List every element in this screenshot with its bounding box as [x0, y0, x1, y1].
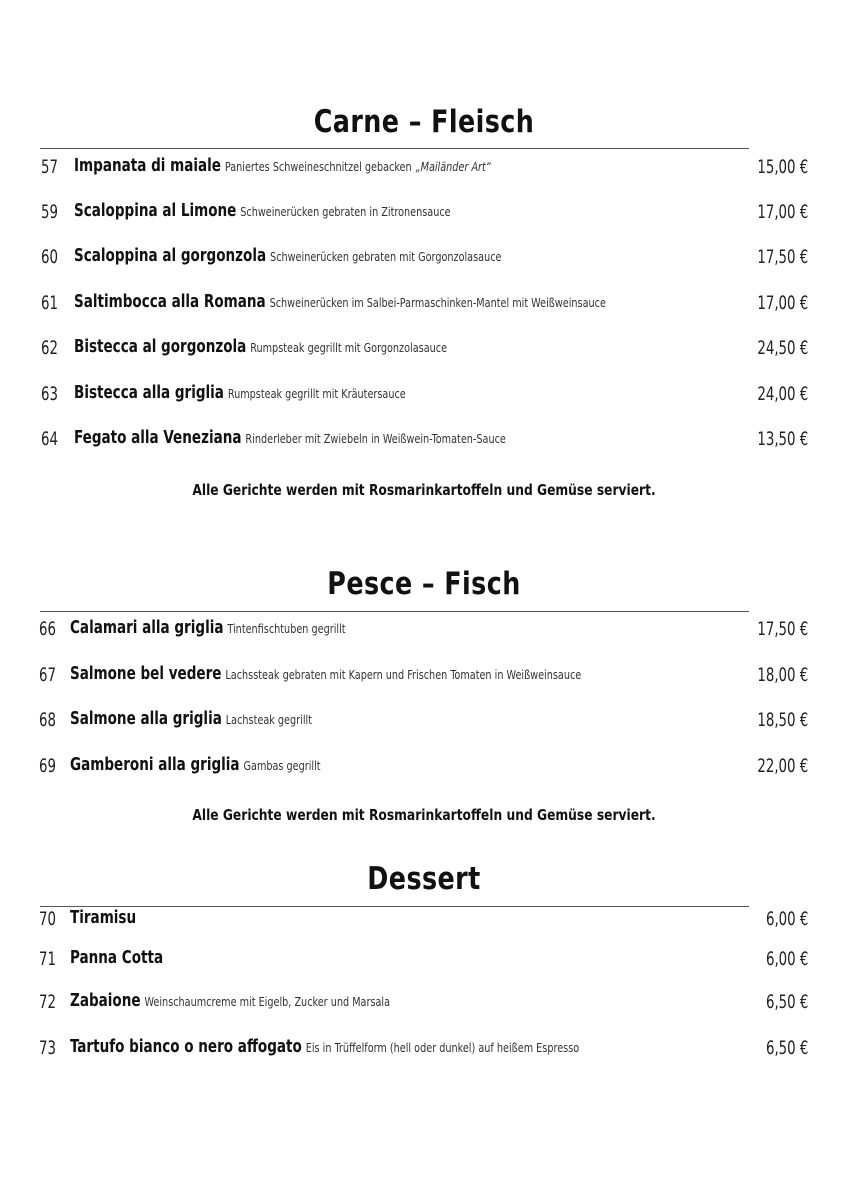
item-number: 72 — [39, 991, 56, 1013]
menu-item — [0, 337, 848, 361]
item-price: 6,00 € — [765, 948, 808, 970]
item-name: Panna Cotta — [70, 948, 164, 968]
menu-item — [0, 156, 848, 180]
item-name: Bistecca al gorgonzola — [74, 337, 247, 357]
item-description: Lachssteak gebraten mit Kapern und Frischen Tomaten in Weißweinsauce — [225, 667, 582, 682]
item-description: Schweinerücken gebraten mit Gorgonzolasauce — [270, 249, 502, 264]
menu-item — [0, 201, 848, 225]
item-price: 24,50 € — [757, 337, 808, 359]
item-name: Gamberoni alla griglia — [70, 755, 240, 775]
item-number: 63 — [41, 383, 58, 405]
section-title-carne: Carne – Fleisch — [313, 104, 535, 140]
item-number: 71 — [39, 948, 56, 970]
section-note: Alle Gerichte werden mit Rosmarinkartoffeln und Gemüse serviert. — [192, 481, 656, 499]
item-description: Paniertes Schweineschnitzel gebacken — [224, 159, 412, 174]
item-number: 68 — [39, 709, 56, 731]
item-name: Scaloppina al Limone — [74, 201, 237, 221]
item-name: Tartufo bianco o nero affogato — [70, 1037, 302, 1057]
menu-item — [0, 991, 848, 1015]
menu-item — [0, 618, 848, 642]
section-divider — [40, 611, 749, 612]
item-number: 62 — [41, 337, 58, 359]
item-description: Schweinerücken gebraten in Zitronensauce — [240, 204, 451, 219]
menu-item — [0, 1037, 848, 1061]
section-divider — [40, 906, 749, 907]
menu-item — [0, 246, 848, 270]
item-number: 61 — [41, 292, 58, 314]
item-name: Salmone bel vedere — [70, 664, 222, 684]
item-name: Bistecca alla griglia — [74, 383, 224, 403]
item-price: 17,00 € — [757, 292, 808, 314]
item-description-italic: „Mailänder Art“ — [415, 159, 491, 174]
item-number: 66 — [39, 618, 56, 640]
item-price: 15,00 € — [757, 156, 808, 178]
menu-item — [0, 709, 848, 733]
item-price: 6,50 € — [765, 991, 808, 1013]
item-price: 24,00 € — [757, 383, 808, 405]
item-number: 67 — [39, 664, 56, 686]
item-name: Tiramisu — [70, 908, 137, 928]
item-number: 60 — [41, 246, 58, 268]
item-number: 59 — [41, 201, 58, 223]
item-number: 57 — [41, 156, 58, 178]
item-description: Rumpsteak gegrillt mit Kräutersauce — [227, 386, 406, 401]
item-description: Schweinerücken im Salbei-Parmaschinken-Mantel mit Weißweinsauce — [269, 295, 606, 310]
item-price: 18,00 € — [757, 664, 808, 686]
item-name: Saltimbocca alla Romana — [74, 292, 266, 312]
menu-item — [0, 383, 848, 407]
item-price: 17,50 € — [757, 246, 808, 268]
item-description: Weinschaumcreme mit Eigelb, Zucker und Marsala — [144, 994, 391, 1009]
menu-item — [0, 908, 848, 932]
menu-item — [0, 948, 848, 972]
item-price: 13,50 € — [757, 428, 808, 450]
item-price: 6,00 € — [765, 908, 808, 930]
section-title-pesce: Pesce – Fisch — [327, 566, 521, 602]
item-name: Salmone alla griglia — [70, 709, 222, 729]
item-number: 69 — [39, 755, 56, 777]
item-description: Tintenfischtuben gegrillt — [227, 621, 346, 636]
item-price: 22,00 € — [757, 755, 808, 777]
menu-item — [0, 755, 848, 779]
item-number: 73 — [39, 1037, 56, 1059]
item-name: Calamari alla griglia — [70, 618, 224, 638]
item-description: Eis in Trüffelform (hell oder dunkel) auf heißem Espresso — [305, 1040, 580, 1055]
item-number: 64 — [41, 428, 58, 450]
item-description: Gambas gegrillt — [243, 758, 321, 773]
item-name: Scaloppina al gorgonzola — [74, 246, 267, 266]
item-name: Fegato alla Veneziana — [74, 428, 242, 448]
section-divider — [40, 148, 749, 149]
item-description: Rumpsteak gegrillt mit Gorgonzolasauce — [250, 340, 448, 355]
item-price: 17,00 € — [757, 201, 808, 223]
item-price: 6,50 € — [765, 1037, 808, 1059]
section-note: Alle Gerichte werden mit Rosmarinkartoffeln und Gemüse serviert. — [192, 806, 656, 824]
item-number: 70 — [39, 908, 56, 930]
menu-item — [0, 292, 848, 316]
section-title-dessert: Dessert — [367, 861, 481, 897]
item-name: Impanata di maiale — [74, 156, 221, 176]
item-description: Lachsteak gegrillt — [225, 712, 312, 727]
menu-item — [0, 428, 848, 452]
item-price: 18,50 € — [757, 709, 808, 731]
item-description: Rinderleber mit Zwiebeln in Weißwein-Tomaten-Sauce — [245, 431, 506, 446]
item-name: Zabaione — [70, 991, 141, 1011]
menu-item — [0, 664, 848, 688]
item-price: 17,50 € — [757, 618, 808, 640]
